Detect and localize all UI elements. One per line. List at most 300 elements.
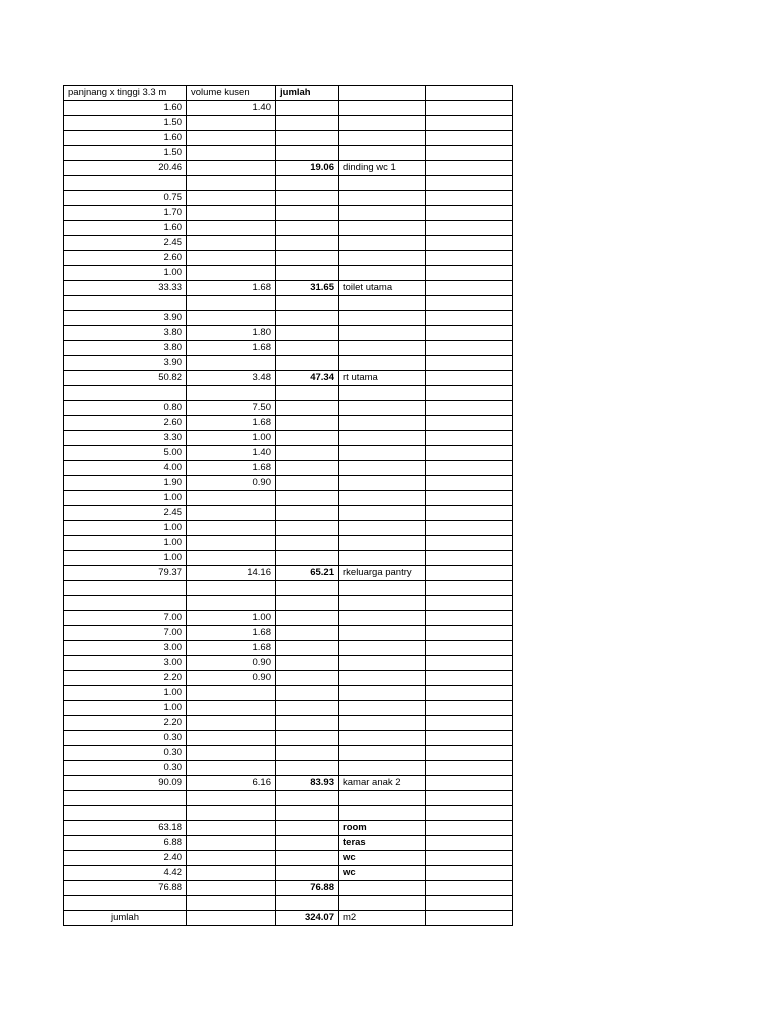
table-cell[interactable]: 3.30 — [64, 431, 187, 446]
table-cell[interactable]: 3.80 — [64, 326, 187, 341]
table-row — [64, 761, 513, 776]
table-cell[interactable] — [339, 716, 426, 731]
table-cell[interactable]: 3.80 — [64, 341, 187, 356]
table-cell[interactable]: 33.33 — [64, 281, 187, 296]
table-cell[interactable] — [339, 461, 426, 476]
table-row — [64, 446, 513, 461]
table-cell[interactable]: 1.00 — [64, 536, 187, 551]
table-cell[interactable] — [276, 626, 339, 641]
table-row — [64, 191, 513, 206]
table-cell[interactable] — [426, 386, 513, 401]
table-cell[interactable] — [187, 821, 276, 836]
table-cell[interactable] — [64, 176, 187, 191]
table-cell[interactable]: 1.50 — [64, 146, 187, 161]
table-cell[interactable]: 0.75 — [64, 191, 187, 206]
table-cell[interactable] — [276, 611, 339, 626]
table-cell[interactable]: 1.68 — [187, 626, 276, 641]
table-cell[interactable]: wc — [339, 851, 426, 866]
table-cell[interactable] — [426, 626, 513, 641]
table-cell[interactable] — [339, 536, 426, 551]
table-cell[interactable] — [276, 491, 339, 506]
table-cell[interactable] — [187, 806, 276, 821]
table-cell[interactable] — [187, 791, 276, 806]
table-cell[interactable]: 2.60 — [64, 251, 187, 266]
table-cell[interactable]: 1.40 — [187, 101, 276, 116]
table-cell[interactable] — [339, 671, 426, 686]
table-cell[interactable]: kamar anak 2 — [339, 776, 426, 791]
table-cell[interactable] — [276, 191, 339, 206]
table-cell[interactable] — [426, 191, 513, 206]
table-cell[interactable] — [426, 101, 513, 116]
table-cell[interactable] — [276, 506, 339, 521]
table-cell[interactable] — [426, 296, 513, 311]
table-cell[interactable] — [426, 251, 513, 266]
table-cell[interactable] — [276, 761, 339, 776]
table-cell[interactable] — [276, 206, 339, 221]
table-cell[interactable] — [187, 746, 276, 761]
table-cell[interactable] — [276, 116, 339, 131]
header-cell[interactable]: panjnang x tinggi 3.3 m — [64, 86, 187, 101]
table-cell[interactable]: 83.93 — [276, 776, 339, 791]
table-cell[interactable] — [276, 821, 339, 836]
table-cell[interactable] — [276, 791, 339, 806]
table-cell[interactable] — [187, 161, 276, 176]
table-cell[interactable] — [426, 401, 513, 416]
table-cell[interactable] — [426, 311, 513, 326]
table-cell[interactable] — [276, 701, 339, 716]
table-cell[interactable]: 7.00 — [64, 611, 187, 626]
table-cell[interactable]: 1.60 — [64, 131, 187, 146]
table-cell[interactable]: 324.07 — [276, 911, 339, 926]
table-cell[interactable] — [426, 506, 513, 521]
table-cell[interactable] — [339, 356, 426, 371]
table-cell[interactable] — [339, 701, 426, 716]
table-cell[interactable] — [187, 701, 276, 716]
table-cell[interactable] — [339, 686, 426, 701]
table-cell[interactable]: 1.68 — [187, 461, 276, 476]
table-cell[interactable] — [187, 536, 276, 551]
table-cell[interactable] — [276, 731, 339, 746]
table-cell[interactable] — [276, 671, 339, 686]
table-cell[interactable] — [426, 371, 513, 386]
table-cell[interactable] — [339, 806, 426, 821]
table-cell[interactable] — [426, 911, 513, 926]
table-cell[interactable] — [339, 236, 426, 251]
table-cell[interactable] — [187, 386, 276, 401]
table-row — [64, 671, 513, 686]
table-cell[interactable] — [426, 206, 513, 221]
table-cell[interactable] — [339, 611, 426, 626]
table-cell[interactable]: 1.68 — [187, 281, 276, 296]
table-cell[interactable]: rt utama — [339, 371, 426, 386]
table-cell[interactable] — [339, 476, 426, 491]
table-cell[interactable] — [339, 311, 426, 326]
table-cell[interactable]: 0.90 — [187, 671, 276, 686]
table-cell[interactable]: 47.34 — [276, 371, 339, 386]
table-cell[interactable]: 1.60 — [64, 101, 187, 116]
table-cell[interactable] — [426, 671, 513, 686]
table-cell[interactable] — [339, 326, 426, 341]
table-cell[interactable] — [339, 521, 426, 536]
table-cell[interactable] — [426, 476, 513, 491]
table-cell[interactable] — [426, 356, 513, 371]
table-cell[interactable]: 1.00 — [64, 686, 187, 701]
table-cell[interactable] — [187, 356, 276, 371]
table-cell[interactable] — [64, 296, 187, 311]
table-cell[interactable]: wc — [339, 866, 426, 881]
table-cell[interactable]: 76.88 — [64, 881, 187, 896]
table-cell[interactable] — [276, 596, 339, 611]
table-cell[interactable]: 2.20 — [64, 716, 187, 731]
table-cell[interactable] — [339, 761, 426, 776]
table-cell[interactable] — [187, 596, 276, 611]
table-cell[interactable] — [64, 806, 187, 821]
table-cell[interactable] — [339, 431, 426, 446]
table-cell[interactable] — [339, 791, 426, 806]
table-cell[interactable] — [426, 161, 513, 176]
table-cell[interactable] — [339, 101, 426, 116]
table-cell[interactable] — [187, 116, 276, 131]
table-cell[interactable] — [276, 521, 339, 536]
table-cell[interactable] — [276, 896, 339, 911]
table-cell[interactable] — [426, 836, 513, 851]
table-cell[interactable]: 1.60 — [64, 221, 187, 236]
table-cell[interactable]: 7.00 — [64, 626, 187, 641]
header-row — [64, 86, 513, 101]
table-cell[interactable]: rkeluarga pantry — [339, 566, 426, 581]
table-cell[interactable] — [426, 641, 513, 656]
table-cell[interactable]: 0.30 — [64, 746, 187, 761]
table-cell[interactable] — [187, 581, 276, 596]
table-cell[interactable]: 1.80 — [187, 326, 276, 341]
table-cell[interactable] — [339, 206, 426, 221]
table-cell[interactable]: 6.16 — [187, 776, 276, 791]
table-cell[interactable] — [426, 521, 513, 536]
table-cell[interactable]: 1.00 — [64, 491, 187, 506]
table-cell[interactable] — [187, 296, 276, 311]
header-cell[interactable] — [339, 86, 426, 101]
table-cell[interactable]: 19.06 — [276, 161, 339, 176]
table-cell[interactable] — [187, 521, 276, 536]
table-cell[interactable] — [426, 131, 513, 146]
table-cell[interactable]: 1.50 — [64, 116, 187, 131]
table-cell[interactable]: 2.60 — [64, 416, 187, 431]
table-row — [64, 746, 513, 761]
table-cell[interactable] — [187, 131, 276, 146]
table-cell[interactable] — [187, 236, 276, 251]
table-cell[interactable] — [426, 881, 513, 896]
table-cell[interactable]: 0.90 — [187, 476, 276, 491]
table-cell[interactable]: 1.00 — [187, 611, 276, 626]
table-cell[interactable] — [64, 896, 187, 911]
table-cell[interactable] — [276, 176, 339, 191]
table-row — [64, 596, 513, 611]
table-row — [64, 881, 513, 896]
table-cell[interactable] — [426, 176, 513, 191]
table-cell[interactable] — [276, 326, 339, 341]
table-cell[interactable] — [187, 731, 276, 746]
table-cell[interactable] — [339, 641, 426, 656]
table-cell[interactable] — [187, 176, 276, 191]
table-cell[interactable] — [339, 416, 426, 431]
table-cell[interactable] — [276, 416, 339, 431]
header-cell[interactable]: jumlah — [276, 86, 339, 101]
table-cell[interactable] — [187, 881, 276, 896]
table-cell[interactable] — [339, 296, 426, 311]
table-cell[interactable]: 1.68 — [187, 641, 276, 656]
table-cell[interactable] — [426, 281, 513, 296]
table-cell[interactable] — [339, 491, 426, 506]
table-cell[interactable]: 79.37 — [64, 566, 187, 581]
table-cell[interactable] — [187, 761, 276, 776]
table-cell[interactable] — [276, 806, 339, 821]
table-row — [64, 146, 513, 161]
table-cell[interactable] — [339, 731, 426, 746]
table-cell[interactable] — [276, 656, 339, 671]
table-cell[interactable] — [339, 881, 426, 896]
table-cell[interactable] — [426, 581, 513, 596]
table-cell[interactable] — [339, 341, 426, 356]
table-cell[interactable]: 2.45 — [64, 236, 187, 251]
table-cell[interactable] — [426, 806, 513, 821]
table-cell[interactable] — [187, 911, 276, 926]
table-cell[interactable] — [339, 131, 426, 146]
table-cell[interactable] — [339, 386, 426, 401]
table-cell[interactable] — [276, 101, 339, 116]
table-cell[interactable]: 1.00 — [64, 701, 187, 716]
table-cell[interactable] — [276, 266, 339, 281]
table-cell[interactable] — [426, 491, 513, 506]
table-cell[interactable] — [187, 506, 276, 521]
table-cell[interactable] — [339, 221, 426, 236]
table-cell[interactable]: 1.00 — [187, 431, 276, 446]
table-cell[interactable]: 1.00 — [64, 521, 187, 536]
table-cell[interactable] — [64, 581, 187, 596]
table-cell[interactable]: 1.70 — [64, 206, 187, 221]
table-cell[interactable] — [339, 446, 426, 461]
table-cell[interactable] — [276, 251, 339, 266]
table-cell[interactable] — [276, 356, 339, 371]
table-cell[interactable]: 31.65 — [276, 281, 339, 296]
table-cell[interactable] — [426, 746, 513, 761]
table-cell[interactable]: 6.88 — [64, 836, 187, 851]
table-cell[interactable] — [276, 851, 339, 866]
table-cell[interactable] — [187, 836, 276, 851]
table-cell[interactable] — [276, 401, 339, 416]
table-cell[interactable] — [339, 506, 426, 521]
table-cell[interactable]: 4.42 — [64, 866, 187, 881]
table-row — [64, 791, 513, 806]
table-cell[interactable] — [339, 746, 426, 761]
table-cell[interactable] — [339, 146, 426, 161]
table-cell[interactable]: 14.16 — [187, 566, 276, 581]
table-cell[interactable]: 2.45 — [64, 506, 187, 521]
table-cell[interactable] — [426, 866, 513, 881]
table-cell[interactable] — [187, 686, 276, 701]
table-cell[interactable] — [426, 791, 513, 806]
table-cell[interactable] — [64, 386, 187, 401]
table-cell[interactable] — [187, 251, 276, 266]
table-cell[interactable] — [276, 236, 339, 251]
table-cell[interactable] — [339, 656, 426, 671]
table-cell[interactable] — [426, 851, 513, 866]
table-cell[interactable] — [187, 146, 276, 161]
table-cell[interactable]: 3.00 — [64, 641, 187, 656]
table-cell[interactable] — [426, 146, 513, 161]
table-cell[interactable] — [187, 206, 276, 221]
table-row — [64, 296, 513, 311]
table-cell[interactable] — [276, 221, 339, 236]
table-row — [64, 806, 513, 821]
table-cell[interactable] — [276, 296, 339, 311]
table-cell[interactable]: 0.30 — [64, 761, 187, 776]
table-cell[interactable] — [187, 716, 276, 731]
table-row — [64, 416, 513, 431]
table-cell[interactable] — [426, 611, 513, 626]
table-cell[interactable] — [426, 431, 513, 446]
table-cell[interactable] — [187, 866, 276, 881]
table-cell[interactable] — [276, 476, 339, 491]
table-cell[interactable]: 1.40 — [187, 446, 276, 461]
table-cell[interactable] — [187, 896, 276, 911]
table-cell[interactable] — [426, 221, 513, 236]
table-cell[interactable]: 0.30 — [64, 731, 187, 746]
table-cell[interactable] — [276, 551, 339, 566]
table-cell[interactable]: 3.90 — [64, 356, 187, 371]
table-cell[interactable] — [276, 581, 339, 596]
header-cell[interactable] — [426, 86, 513, 101]
table-cell[interactable] — [339, 116, 426, 131]
total-row — [64, 911, 513, 926]
table-cell[interactable]: 5.00 — [64, 446, 187, 461]
table-cell[interactable] — [426, 731, 513, 746]
table-row — [64, 491, 513, 506]
table-row — [64, 161, 513, 176]
table-cell[interactable] — [426, 446, 513, 461]
table-cell[interactable] — [276, 836, 339, 851]
table-cell[interactable]: 3.90 — [64, 311, 187, 326]
table-cell[interactable] — [339, 581, 426, 596]
table-cell[interactable] — [339, 266, 426, 281]
table-cell[interactable] — [339, 551, 426, 566]
table-cell[interactable]: 1.00 — [64, 266, 187, 281]
table-cell[interactable]: 50.82 — [64, 371, 187, 386]
table-cell[interactable] — [276, 686, 339, 701]
table-cell[interactable]: 1.90 — [64, 476, 187, 491]
table-cell[interactable] — [276, 641, 339, 656]
table-cell[interactable] — [276, 131, 339, 146]
table-cell[interactable] — [187, 221, 276, 236]
table-cell[interactable] — [276, 311, 339, 326]
table-cell[interactable] — [187, 851, 276, 866]
table-cell[interactable]: 20.46 — [64, 161, 187, 176]
table-cell[interactable]: 7.50 — [187, 401, 276, 416]
table-cell[interactable] — [426, 656, 513, 671]
table-cell[interactable]: 65.21 — [276, 566, 339, 581]
table-cell[interactable] — [426, 416, 513, 431]
table-cell[interactable] — [426, 686, 513, 701]
table-cell[interactable] — [426, 716, 513, 731]
table-cell[interactable] — [276, 431, 339, 446]
table-cell[interactable] — [339, 176, 426, 191]
table-cell[interactable] — [426, 566, 513, 581]
table-cell[interactable] — [187, 266, 276, 281]
table-cell[interactable] — [187, 191, 276, 206]
table-cell[interactable]: 0.80 — [64, 401, 187, 416]
table-cell[interactable]: jumlah — [64, 911, 187, 926]
table-cell[interactable] — [426, 761, 513, 776]
table-cell[interactable] — [187, 551, 276, 566]
table-cell[interactable] — [339, 401, 426, 416]
table-cell[interactable]: 76.88 — [276, 881, 339, 896]
table-cell[interactable]: 0.90 — [187, 656, 276, 671]
table-cell[interactable] — [339, 191, 426, 206]
table-cell[interactable] — [64, 791, 187, 806]
table-cell[interactable]: toilet utama — [339, 281, 426, 296]
table-cell[interactable] — [339, 596, 426, 611]
header-cell[interactable]: volume kusen — [187, 86, 276, 101]
table-cell[interactable] — [276, 386, 339, 401]
table-cell[interactable] — [426, 266, 513, 281]
table-cell[interactable] — [276, 716, 339, 731]
table-cell[interactable]: 2.40 — [64, 851, 187, 866]
table-cell[interactable] — [276, 446, 339, 461]
table-cell[interactable] — [426, 701, 513, 716]
table-cell[interactable] — [426, 116, 513, 131]
table-cell[interactable] — [426, 341, 513, 356]
table-cell[interactable] — [426, 536, 513, 551]
table-cell[interactable] — [426, 821, 513, 836]
table-cell[interactable] — [64, 596, 187, 611]
table-row — [64, 176, 513, 191]
table-row — [64, 521, 513, 536]
table-cell[interactable]: teras — [339, 836, 426, 851]
table-cell[interactable] — [187, 491, 276, 506]
table-cell[interactable] — [426, 596, 513, 611]
table-cell[interactable] — [339, 626, 426, 641]
table-cell[interactable] — [276, 341, 339, 356]
table-row — [64, 386, 513, 401]
table-cell[interactable] — [426, 236, 513, 251]
table-cell[interactable]: 3.48 — [187, 371, 276, 386]
table-row — [64, 461, 513, 476]
table-cell[interactable]: 90.09 — [64, 776, 187, 791]
table-cell[interactable] — [276, 746, 339, 761]
table-cell[interactable]: room — [339, 821, 426, 836]
table-cell[interactable] — [187, 311, 276, 326]
table-cell[interactable] — [276, 866, 339, 881]
table-cell[interactable] — [339, 251, 426, 266]
table-cell[interactable] — [276, 146, 339, 161]
table-cell[interactable]: 3.00 — [64, 656, 187, 671]
table-cell[interactable] — [339, 896, 426, 911]
table-cell[interactable] — [276, 461, 339, 476]
table-cell[interactable]: 4.00 — [64, 461, 187, 476]
table-cell[interactable] — [426, 896, 513, 911]
table-cell[interactable]: 1.00 — [64, 551, 187, 566]
table-cell[interactable]: 2.20 — [64, 671, 187, 686]
table-cell[interactable] — [426, 461, 513, 476]
table-cell[interactable]: 63.18 — [64, 821, 187, 836]
table-cell[interactable]: dinding wc 1 — [339, 161, 426, 176]
table-cell[interactable] — [426, 776, 513, 791]
table-cell[interactable]: m2 — [339, 911, 426, 926]
table-cell[interactable]: 1.68 — [187, 416, 276, 431]
table-cell[interactable] — [426, 551, 513, 566]
table-cell[interactable] — [276, 536, 339, 551]
table-cell[interactable]: 1.68 — [187, 341, 276, 356]
table-cell[interactable] — [426, 326, 513, 341]
